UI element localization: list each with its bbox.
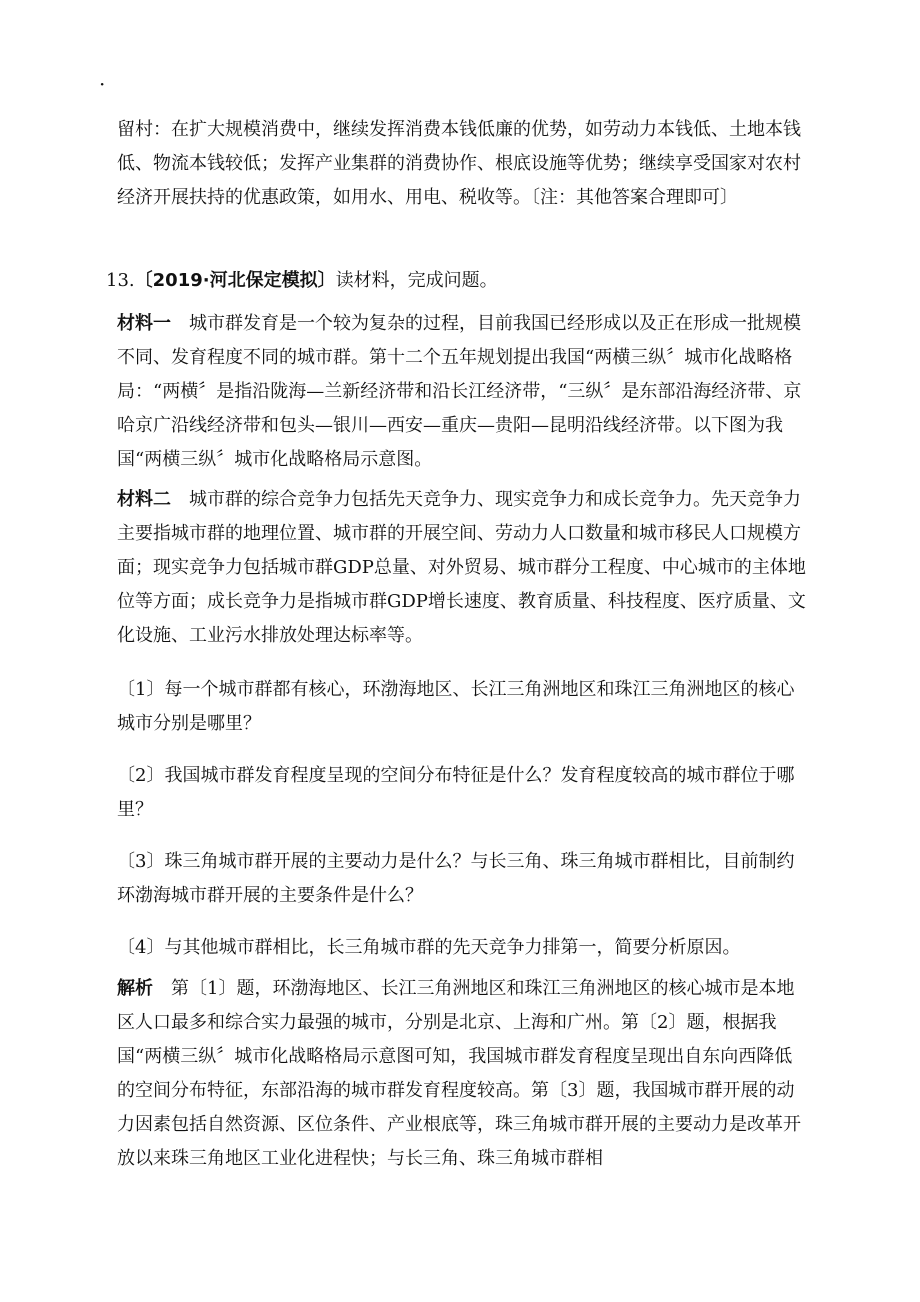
analysis-text: 第〔1〕题，环渤海地区、长江三角洲地区和珠江三角洲地区的核心城市是本地区人口最多和综合实力最强的城市，分别是北京、上海和广州。第〔2〕题，根据我国“两横三纵〞城市化战略格局示意图可知，我国城市群发育程度呈现出自东向西降低的空间分布特征，东部沿海的城市群发育程度较高。第〔3〕题，我国城市群开展的动力因素包括自然资源、区位条件、产业根底等，珠三角城市群开展的主要动力是改革开放以来珠三角地区工业化进程快；与长三角、珠三角城市群相 (117, 978, 801, 1169)
question-prompt: 读材料，完成问题。 (335, 270, 498, 291)
sub-question-3: 〔3〕珠三角城市群开展的主要动力是什么？与长三角、珠三角城市群相比，目前制约环渤海城市群开展的主要条件是什么？ (117, 851, 795, 906)
question-13-header (106, 264, 811, 298)
sub-question-4: 〔4〕与其他城市群相比，长三角城市群的先天竞争力排第一，简要分析原因。 (117, 937, 741, 958)
question-number: 13. (106, 270, 135, 291)
material-two (117, 483, 807, 653)
question-source: 〔2019·河北保定模拟〕 (134, 270, 336, 291)
material-two-label: 材料二 (117, 489, 171, 510)
page-marker-dot: · (99, 72, 106, 96)
analysis (117, 972, 807, 1176)
previous-answer-text: 留村：在扩大规模消费中，继续发挥消费本钱低廉的优势，如劳动力本钱低、土地本钱低、物流本钱较低；发挥产业集群的消费协作、根底设施等优势；继续享受国家对农村经济开展扶持的优惠政策，如用水、用电、税收等。〔注：其他答案合理即可〕 (117, 119, 801, 208)
material-one (117, 307, 807, 477)
material-one-label: 材料一 (117, 313, 171, 334)
analysis-label: 解析 (117, 978, 153, 999)
sub-question-1: 〔1〕每一个城市群都有核心，环渤海地区、长江三角洲地区和珠江三角洲地区的核心城市分别是哪里？ (117, 679, 795, 734)
material-two-text: 城市群的综合竞争力包括先天竞争力、现实竞争力和成长竞争力。先天竞争力主要指城市群的地理位置、城市群的开展空间、劳动力人口数量和城市移民人口规模方面；现实竞争力包括城市群GDP总量、对外贸易、城市群分工程度、中心城市的主体地位等方面；成长竞争力是指城市群GDP增长速度、教育质量、科技程度、医疗质量、文化设施、工业污水排放处理达标率等。 (117, 489, 806, 646)
material-one-text: 城市群发育是一个较为复杂的过程，目前我国已经形成以及正在形成一批规模不同、发育程度不同的城市群。第十二个五年规划提出我国“两横三纵〞城市化战略格局：“两横〞是指沿陇海—兰新经济带和沿长江经济带，“三纵〞是东部沿海经济带、京哈京广沿线经济带和包头—银川—西安—重庆—贵阳—昆明沿线经济带。以下图为我国“两横三纵〞城市化战略格局示意图。 (117, 313, 802, 470)
sub-question-2: 〔2〕我国城市群发育程度呈现的空间分布特征是什么？发育程度较高的城市群位于哪里？ (117, 765, 795, 820)
